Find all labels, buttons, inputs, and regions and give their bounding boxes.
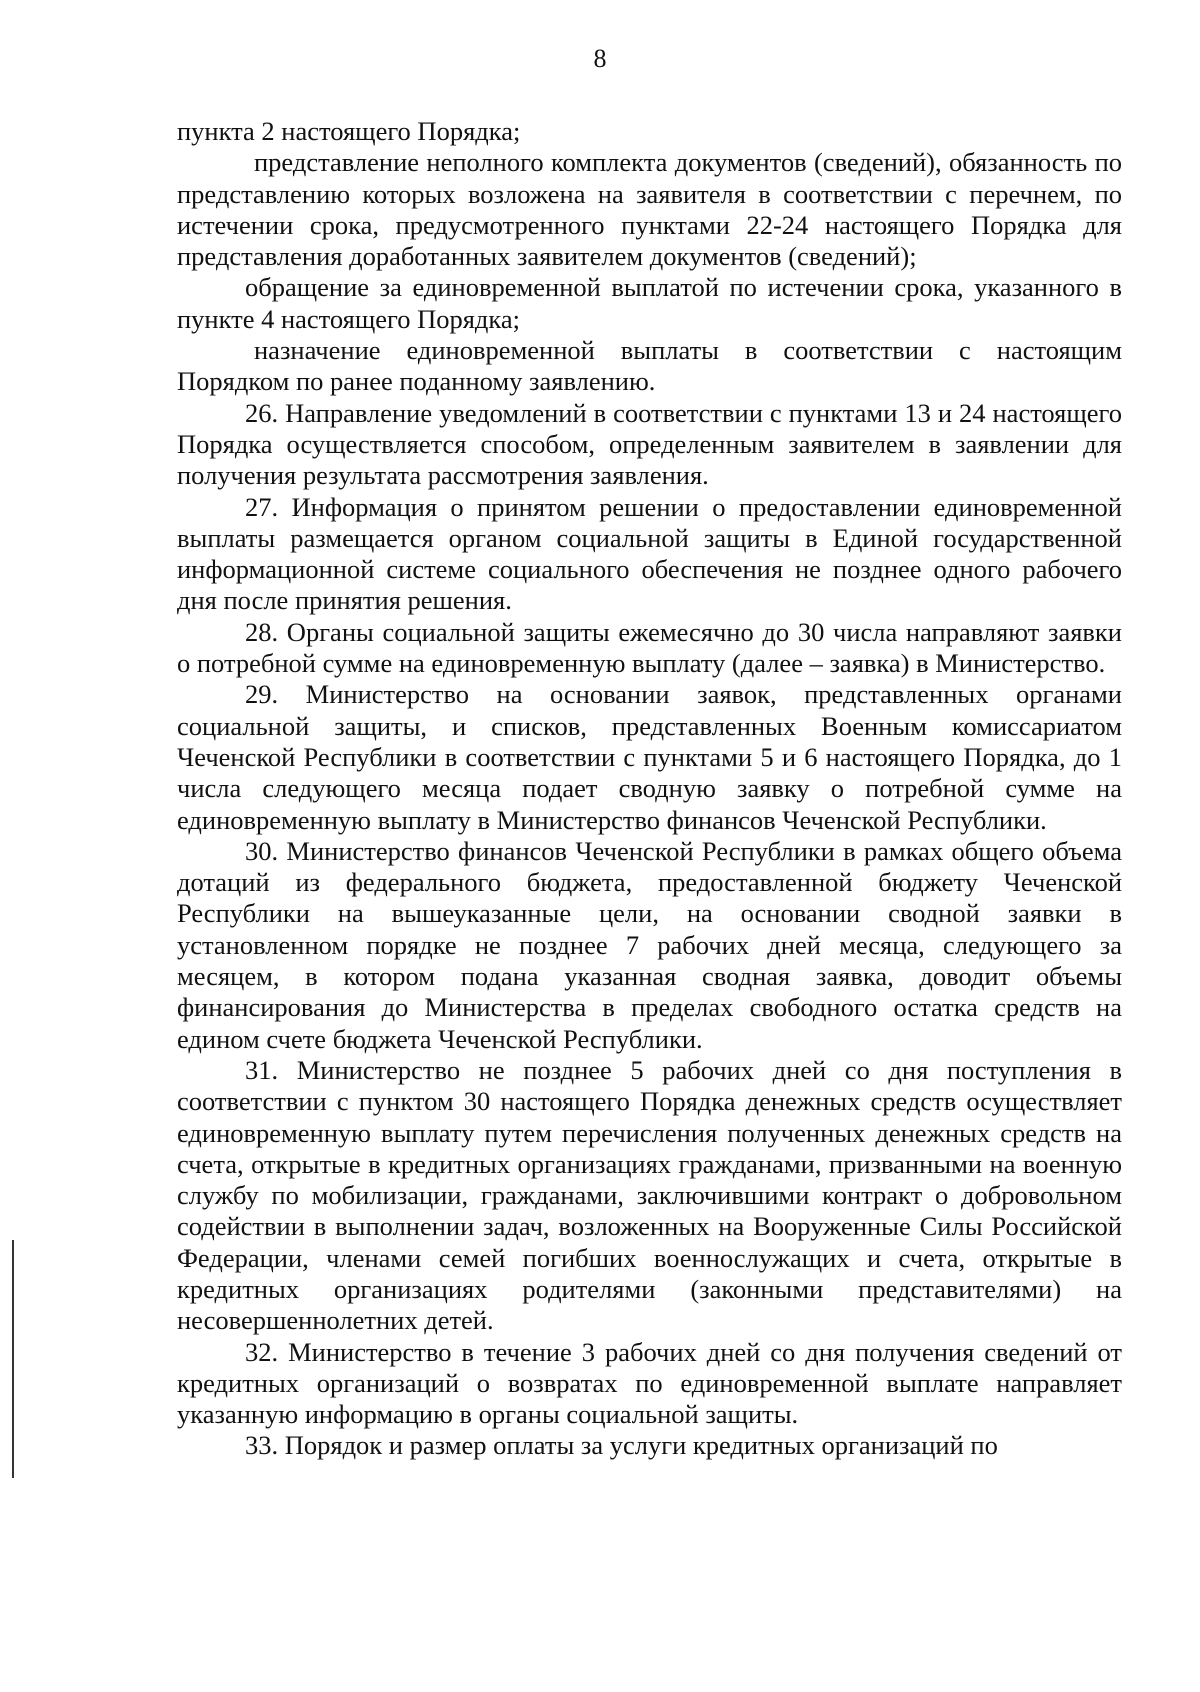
paragraph-33: 33. Порядок и размер оплаты за услуги кредитных организаций по <box>245 1430 998 1461</box>
paragraph-26: 26. Направление уведомлений в соответствии с пунктами 13 и 24 настоящего Порядка осуществляется способом, определенным заявителем в заявлении для получения результата рассмотрения заявления. <box>177 397 1122 491</box>
paragraph-previous-application: назначение единовременной выплаты в соответствии с настоящим Порядком по ранее поданному заявлению. <box>177 335 1122 397</box>
paragraph-28: 28. Органы социальной защиты ежемесячно до 30 числа направляют заявки о потребной сумме на единовременную выплату (далее – заявка) в Министерство. <box>177 616 1122 679</box>
paragraph-31: 31. Министерство не позднее 5 рабочих дней со дня поступления в соответствии с пунктом 30 настоящего Порядка денежных средств осуществляет единовременную выплату путем перечисления полученных денежных средств на счета, открытые в кредитных организациях гражданами, призванными на военную службу по мобилизации, гражданами, заключившими контракт о добровольном содействии в выполнении задач, возложенных на Вооруженные Силы Российской Федерации, членами семей погибших военнослужащих и счета, открытые в кредитных организациях родителями (законными представителями) на несовершеннолетних детей. <box>177 1054 1122 1336</box>
paragraph-deadline-expired: обращение за единовременной выплатой по истечении срока, указанного в пункте 4 настоящего Порядка; <box>177 272 1122 334</box>
margin-change-bar <box>12 1240 14 1478</box>
paragraph-continuation: пункта 2 настоящего Порядка; <box>177 116 521 146</box>
paragraph-29: 29. Министерство на основании заявок, представленных органами социальной защиты, и списков, представленных Военным комиссариатом Чеченской Республики в соответствии с пунктами 5 и 6 настоящего Порядка, до 1 числа следующего месяца подает сводную заявку о потребной сумме на единовременную выплату в Министерство финансов Чеченской Республики. <box>177 679 1122 835</box>
paragraph-32: 32. Министерство в течение 3 рабочих дней со дня получения сведений от кредитных организаций о возвратах по единовременной выплате направляет указанную информацию в органы социальной защиты. <box>177 1336 1122 1430</box>
document-body <box>177 116 1122 1462</box>
paragraph-incomplete-documents: представление неполного комплекта документов (сведений), обязанность по представлению которых возложена на заявителя в соответствии с перечнем, по истечении срока, предусмотренного пунктами 22-24 настоящего Порядка для представления доработанных заявителем документов (сведений); <box>177 147 1122 272</box>
paragraph-27: 27. Информация о принятом решении о предоставлении единовременной выплаты размещается органом социальной защиты в Единой государственной информационной системе социального обеспечения не позднее одного рабочего дня после принятия решения. <box>177 491 1122 616</box>
page-number: 8 <box>593 44 607 73</box>
paragraph-30: 30. Министерство финансов Чеченской Республики в рамках общего объема дотаций из федерального бюджета, предоставленной бюджету Чеченской Республики на вышеуказанные цели, на основании сводной заявки в установленном порядке не позднее 7 рабочих дней месяца, следующего за месяцем, в котором подана указанная сводная заявка, доводит объемы финансирования до Министерства в пределах свободного остатка средств на едином счете бюджета Чеченской Республики. <box>177 835 1122 1054</box>
